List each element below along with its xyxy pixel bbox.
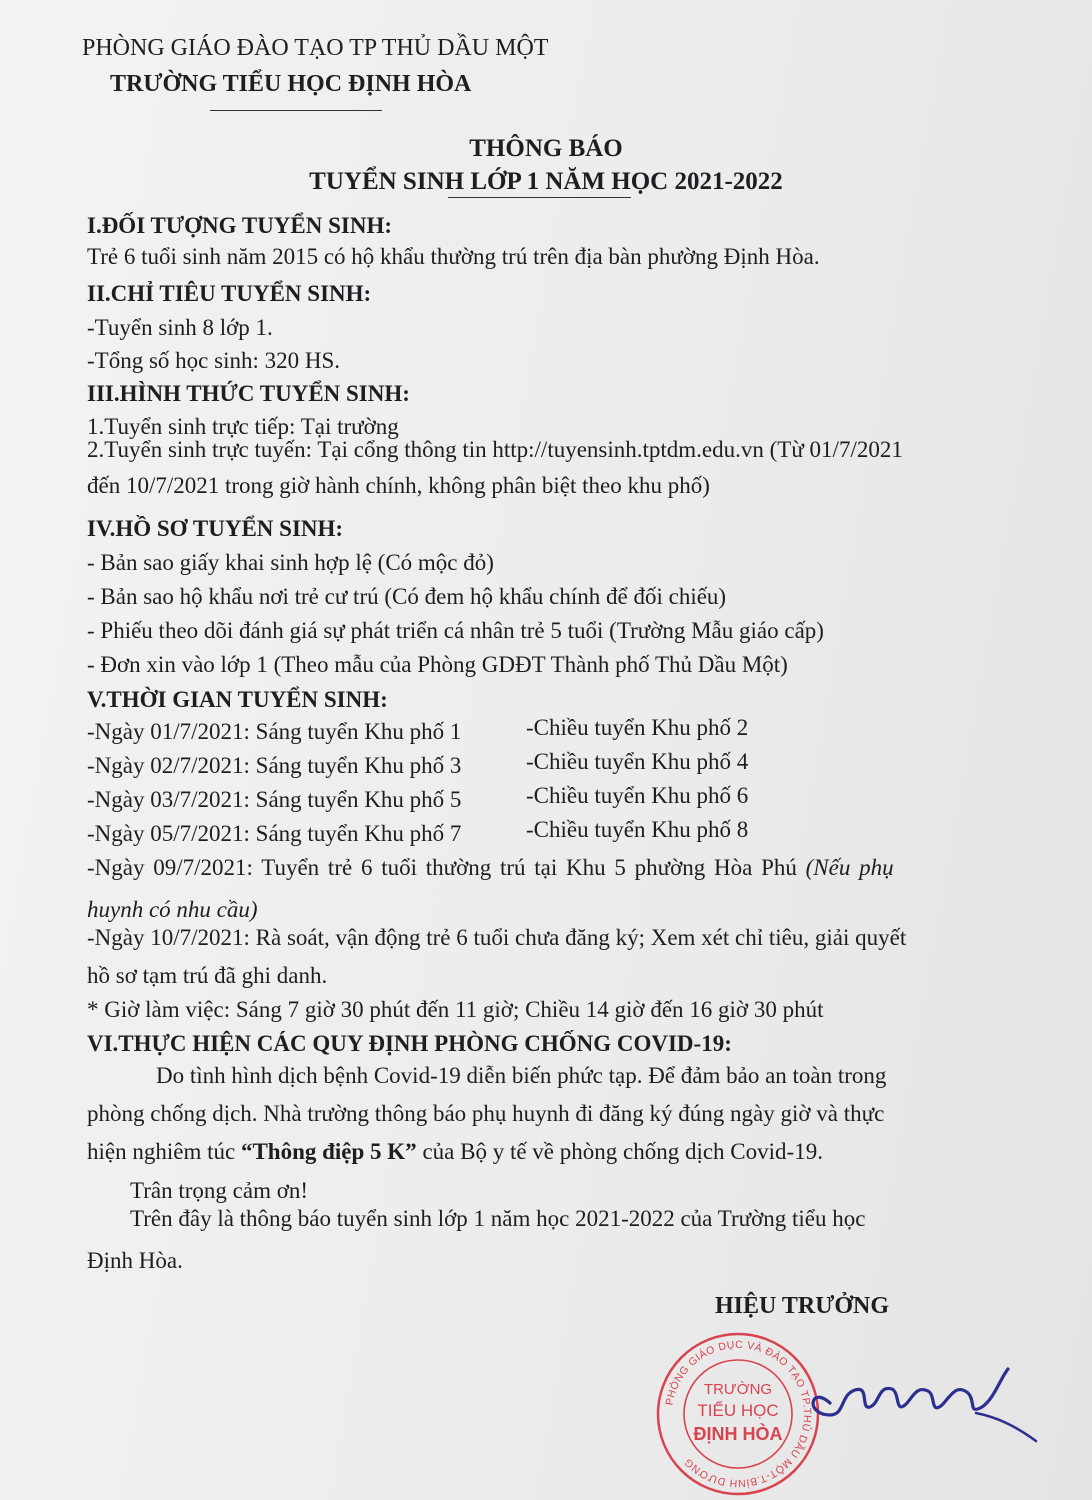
- covid-text: của Bộ y tế về phòng chống dịch Covid-19.: [416, 1139, 823, 1164]
- schedule-d10-line: -Ngày 10/7/2021: Rà soát, vận động trẻ 6 tuổi chưa đăng ký; Xem xét chỉ tiêu, giải quyết: [87, 925, 907, 950]
- section-1-heading: I.ĐỐI TƯỢNG TUYỂN SINH:: [87, 213, 393, 238]
- stamp-center-line: TIỂU HỌC: [697, 1401, 779, 1420]
- section-4-line: - Bản sao hộ khẩu nơi trẻ cư trú (Có đem hộ khẩu chính để đối chiếu): [87, 584, 727, 609]
- section-3-line: 1.Tuyển sinh trực tiếp: Tại trường: [87, 414, 399, 439]
- closing-line-cont: Định Hòa.: [87, 1248, 183, 1273]
- school-stamp: [654, 1328, 822, 1500]
- schedule-d9-line: [87, 854, 894, 882]
- section-4-line: - Bản sao giấy khai sinh hợp lệ (Có mộc đỏ): [87, 550, 494, 575]
- schedule-d9-text: -Ngày 09/7/2021: Tuyển trẻ 6 tuổi thường trú tại Khu 5 phường Hòa Phú: [87, 855, 797, 880]
- notice-title: THÔNG BÁO: [469, 135, 623, 162]
- header-divider: [210, 110, 382, 111]
- schedule-afternoon: -Chiều tuyển Khu phố 8: [526, 817, 749, 842]
- schedule-d9-note-cont: huynh có nhu cầu): [87, 897, 258, 922]
- schedule-day: -Ngày 03/7/2021: Sáng tuyển Khu phố 5: [87, 787, 462, 812]
- section-2-line: -Tổng số học sinh: 320 HS.: [87, 348, 340, 373]
- section-3-line: đến 10/7/2021 trong giờ hành chính, không phân biệt theo khu phố): [87, 473, 710, 498]
- 5k-message: “Thông điệp 5 K”: [240, 1139, 417, 1164]
- covid-text: hiện nghiêm túc: [87, 1139, 241, 1164]
- section-4-line: - Phiếu theo dõi đánh giá sự phát triển cá nhân trẻ 5 tuổi (Trường Mẫu giáo cấp): [87, 618, 824, 643]
- schedule-day: -Ngày 02/7/2021: Sáng tuyển Khu phố 3: [87, 753, 462, 778]
- section-3-heading: III.HÌNH THỨC TUYỂN SINH:: [87, 381, 410, 406]
- section-4-heading: IV.HỒ SƠ TUYỂN SINH:: [87, 516, 344, 541]
- department-name: PHÒNG GIÁO ĐÀO TẠO TP THỦ DẦU MỘT: [82, 35, 549, 61]
- notice-subtitle: TUYỂN SINH LỚP 1 NĂM HỌC 2021-2022: [309, 168, 783, 195]
- covid-paragraph-line: [87, 1138, 823, 1166]
- stamp-ring-text: PHÒNG GIÁO DỤC VÀ ĐÀO TẠO TP.THỦ DẦU MỘT-T.BÌNH DƯƠNG: [663, 1338, 814, 1490]
- section-5-heading: V.THỜI GIAN TUYỂN SINH:: [87, 687, 388, 712]
- stamp-center-line: TRƯỜNG: [703, 1381, 773, 1398]
- section-3-line: 2.Tuyển sinh trực tuyến: Tại cổng thông tin http://tuyensinh.tptdm.edu.vn (Từ 01/7/2021: [87, 437, 903, 462]
- section-2-line: -Tuyển sinh 8 lớp 1.: [87, 315, 273, 340]
- principal-title: HIỆU TRƯỞNG: [715, 1293, 890, 1319]
- thanks-line: Trân trọng cảm ơn!: [130, 1178, 309, 1203]
- principal-signature: [800, 1355, 1040, 1445]
- working-hours: * Giờ làm việc: Sáng 7 giờ 30 phút đến 11 giờ; Chiều 14 giờ đến 16 giờ 30 phút: [87, 997, 824, 1022]
- section-4-line: - Đơn xin vào lớp 1 (Theo mẫu của Phòng GDĐT Thành phố Thủ Dầu Một): [87, 652, 788, 677]
- schedule-day: -Ngày 01/7/2021: Sáng tuyển Khu phố 1: [87, 719, 462, 744]
- schedule-afternoon: -Chiều tuyển Khu phố 4: [526, 749, 749, 774]
- covid-paragraph-line: Do tình hình dịch bệnh Covid-19 diễn biến phức tạp. Để đảm bảo an toàn trong: [156, 1063, 887, 1088]
- schedule-d10-line-cont: hồ sơ tạm trú đã ghi danh.: [87, 963, 328, 988]
- schedule-afternoon: -Chiều tuyển Khu phố 6: [526, 783, 749, 808]
- section-1-text: Trẻ 6 tuổi sinh năm 2015 có hộ khẩu thường trú trên địa bàn phường Định Hòa.: [87, 244, 820, 269]
- schedule-day: -Ngày 05/7/2021: Sáng tuyển Khu phố 7: [87, 821, 462, 846]
- covid-paragraph-line: phòng chống dịch. Nhà trường thông báo phụ huynh đi đăng ký đúng ngày giờ và thực: [87, 1101, 885, 1126]
- schedule-d9-note: (Nếu phụ: [805, 855, 894, 880]
- section-2-heading: II.CHỈ TIÊU TUYỂN SINH:: [87, 281, 372, 306]
- stamp-center-line: ĐỊNH HÒA: [693, 1424, 783, 1444]
- schedule-afternoon: -Chiều tuyển Khu phố 2: [526, 715, 749, 740]
- section-6-heading: VI.THỰC HIỆN CÁC QUY ĐỊNH PHÒNG CHỐNG COVID-19:: [87, 1031, 732, 1056]
- title-underline: [448, 197, 631, 198]
- school-name: TRƯỜNG TIỂU HỌC ĐỊNH HÒA: [110, 71, 472, 97]
- closing-line: Trên đây là thông báo tuyển sinh lớp 1 năm học 2021-2022 của Trường tiểu học: [130, 1206, 866, 1231]
